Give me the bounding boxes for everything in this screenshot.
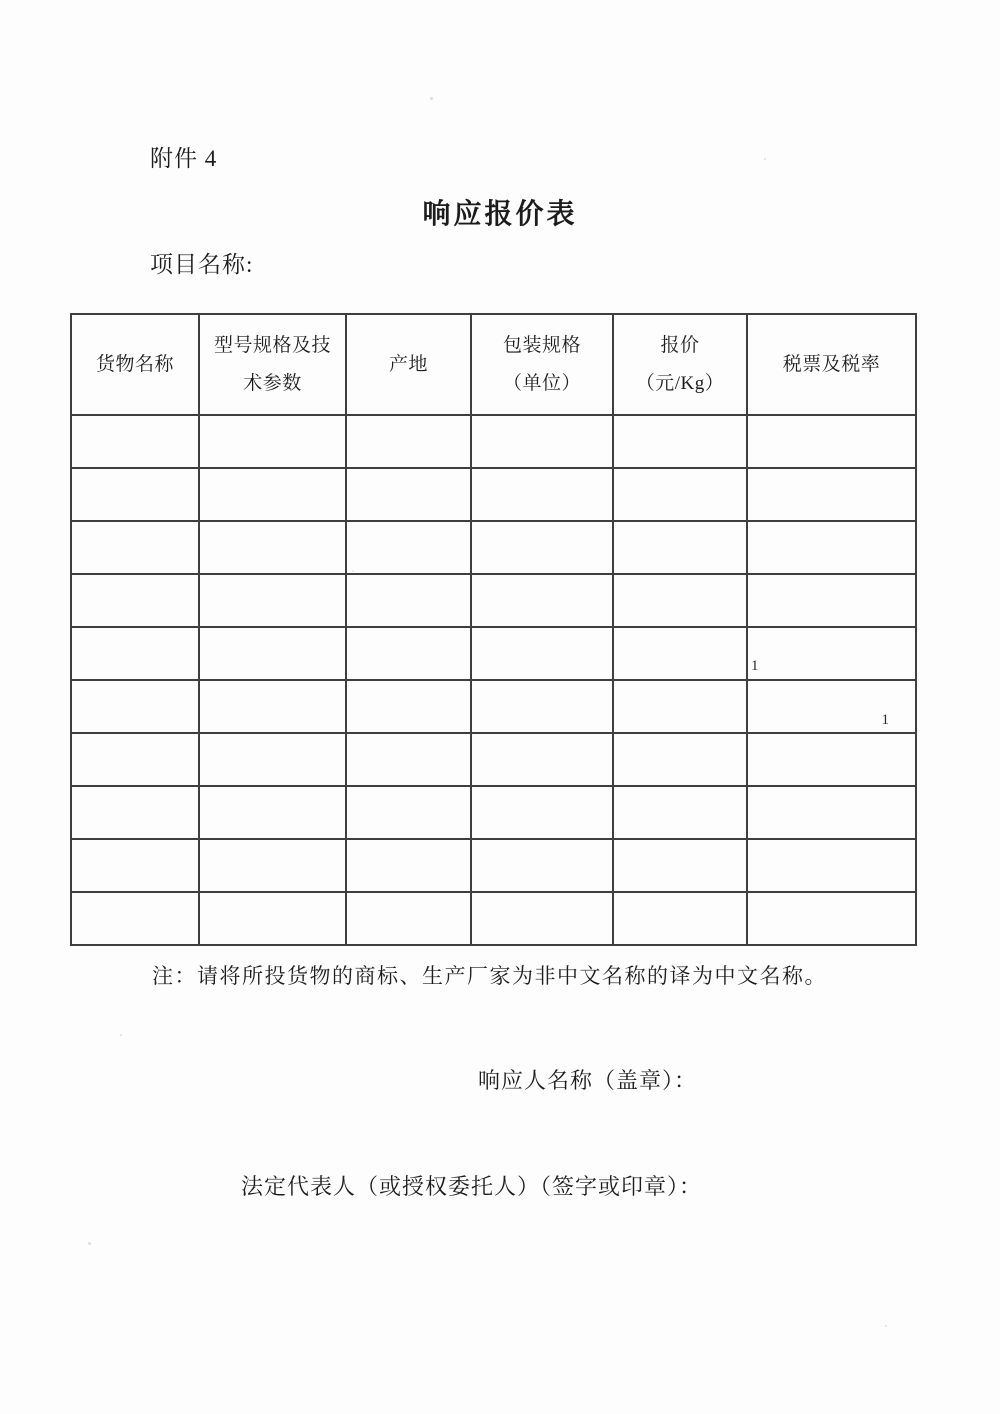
table-cell	[471, 733, 613, 786]
column-header-line: 货物名称	[95, 353, 174, 375]
scan-speck	[120, 1034, 122, 1036]
table-row	[71, 680, 916, 733]
table-cell	[346, 415, 471, 468]
column-header-goods-name	[71, 314, 199, 415]
table-cell	[346, 627, 471, 680]
table-cell	[199, 680, 346, 733]
column-header-line: 型号规格及技	[213, 334, 331, 356]
table-cell	[471, 415, 613, 468]
table-cell	[71, 415, 199, 468]
note-text: 注：请将所投货物的商标、生产厂家为非中文名称的译为中文名称。	[152, 964, 827, 988]
project-name-label: 项目名称:	[150, 252, 254, 277]
column-header-unit-price	[613, 314, 747, 415]
column-header-line: 术参数	[243, 372, 302, 394]
table-cell	[199, 892, 346, 945]
legal-representative-signature-label: 法定代表人（或授权委托人）（签字或印章）：	[241, 1174, 703, 1199]
table-cell	[747, 680, 916, 733]
table-cell	[71, 521, 199, 574]
table-cell	[613, 680, 747, 733]
table-cell	[471, 521, 613, 574]
table-cell	[199, 733, 346, 786]
scan-speck	[764, 158, 766, 160]
table-cell	[346, 839, 471, 892]
table-cell	[471, 627, 613, 680]
table-cell	[199, 574, 346, 627]
table-cell	[613, 786, 747, 839]
column-header-line: 包装规格	[502, 334, 581, 356]
table-cell	[346, 521, 471, 574]
table-cell	[346, 733, 471, 786]
table-row	[71, 786, 916, 839]
column-header-line: 报价	[660, 334, 700, 356]
table-cell	[613, 468, 747, 521]
scan-speck	[885, 1325, 887, 1327]
quotation-table	[70, 313, 917, 946]
table-cell	[747, 733, 916, 786]
table-cell	[613, 733, 747, 786]
table-cell	[471, 786, 613, 839]
table-cell	[346, 574, 471, 627]
table-cell	[199, 786, 346, 839]
table-cell	[199, 468, 346, 521]
table-cell	[199, 521, 346, 574]
respondent-seal-label: 响应人名称（盖章）：	[478, 1068, 698, 1093]
table-cell	[613, 574, 747, 627]
table-cell	[71, 892, 199, 945]
table-cell	[346, 468, 471, 521]
attachment-label: 附件 4	[150, 146, 218, 171]
table-cell	[71, 786, 199, 839]
table-cell	[71, 627, 199, 680]
table-cell	[71, 680, 199, 733]
scan-speck	[88, 1242, 91, 1245]
table-row	[71, 733, 916, 786]
stray-mark: 1	[881, 712, 889, 728]
table-cell	[747, 521, 916, 574]
table-cell	[747, 468, 916, 521]
table-cell	[747, 415, 916, 468]
table-row	[71, 415, 916, 468]
table-cell	[747, 839, 916, 892]
table-cell	[613, 521, 747, 574]
column-header-origin	[346, 314, 471, 415]
scan-speck	[430, 97, 433, 100]
table-cell	[199, 415, 346, 468]
table-cell	[346, 892, 471, 945]
table-row	[71, 627, 916, 680]
table-cell	[71, 839, 199, 892]
column-header-tax-rate	[747, 314, 916, 415]
table-cell	[747, 892, 916, 945]
table-cell	[346, 680, 471, 733]
table-cell	[71, 733, 199, 786]
table-cell	[747, 786, 916, 839]
table-row	[71, 839, 916, 892]
table-row	[71, 574, 916, 627]
table-row	[71, 521, 916, 574]
table-cell	[747, 627, 916, 680]
column-header-model-spec	[199, 314, 346, 415]
table-cell	[613, 627, 747, 680]
table-row	[71, 892, 916, 945]
table-cell	[613, 839, 747, 892]
table-cell	[471, 574, 613, 627]
table-cell	[613, 415, 747, 468]
column-header-line: （单位）	[502, 372, 581, 394]
table-cell	[199, 627, 346, 680]
scan-speck	[352, 570, 354, 572]
column-header-line: 税票及税率	[782, 353, 881, 375]
table-cell	[613, 892, 747, 945]
table-cell	[471, 892, 613, 945]
table-row	[71, 468, 916, 521]
table-cell	[71, 574, 199, 627]
table-cell	[471, 468, 613, 521]
table-cell	[747, 574, 916, 627]
table-cell	[199, 839, 346, 892]
page-title: 响应报价表	[422, 199, 578, 230]
table-cell	[71, 468, 199, 521]
table-cell	[471, 839, 613, 892]
table-cell	[346, 786, 471, 839]
table-cell	[471, 680, 613, 733]
column-header-packaging	[471, 314, 613, 415]
column-header-line: 产地	[388, 353, 428, 375]
column-header-line: （元/Kg）	[635, 372, 725, 394]
table-header-row	[71, 314, 916, 415]
stray-mark: 1	[751, 658, 759, 674]
